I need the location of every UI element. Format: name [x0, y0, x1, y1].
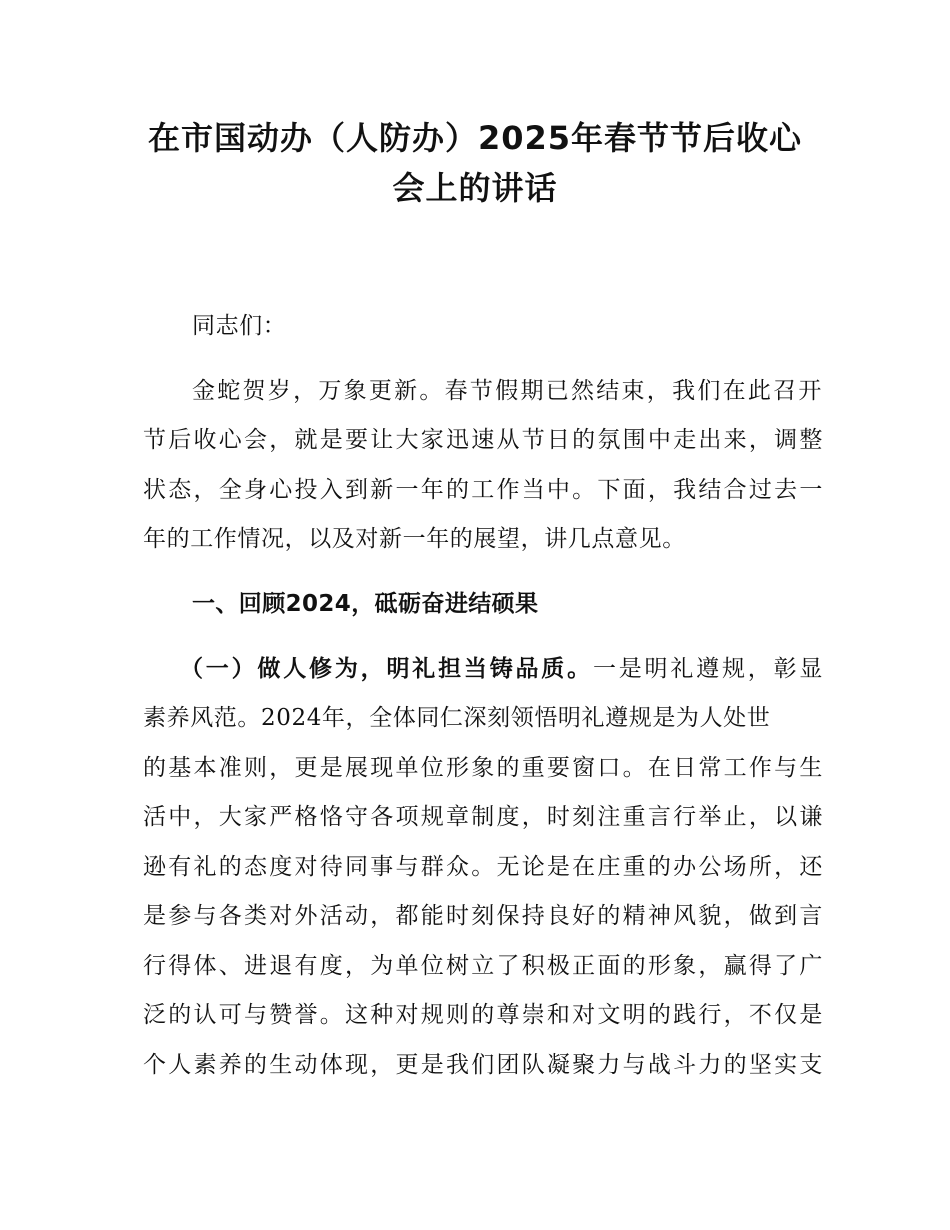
sub-section-1-heading: （一）做人修为，明礼担当铸品质。 [180, 656, 593, 682]
sub-section-1-first-text: 一是明礼遵规，彰显 [592, 656, 823, 682]
body-line-5: 是参与各类对外活动，都能时刻保持良好的精神风貌，做到言 [143, 903, 823, 929]
intro-line-2: 节后收心会，就是要让大家迅速从节日的氛围中走出来，调整 [143, 427, 823, 453]
sub-section-1-first-line [180, 654, 823, 684]
body-line-7: 泛的认可与赞誉。这种对规则的尊崇和对文明的践行，不仅是 [143, 1002, 823, 1028]
intro-line-4: 年的工作情况，以及对新一年的展望，讲几点意见。 [143, 526, 686, 552]
document-title-line-2: 会上的讲话 [392, 169, 558, 207]
body-line-8: 个人素养的生动体现，更是我们团队凝聚力与战斗力的坚实支 [143, 1052, 823, 1078]
document-title-line-1: 在市国动办（人防办）2025年春节节后收心 [147, 119, 803, 157]
body-line-6: 行得体、进退有度，为单位树立了积极正面的形象，赢得了广 [143, 953, 823, 979]
body-line-2: 的基本准则，更是展现单位形象的重要窗口。在日常工作与生 [143, 755, 823, 781]
intro-line-1: 金蛇贺岁，万象更新。春节假期已然结束，我们在此召开 [192, 378, 822, 404]
body-line-3: 活中，大家严格恪守各项规章制度，时刻注重言行举止，以谦 [143, 804, 823, 830]
section-1-heading: 一、回顾2024，砥砺奋进结硕果 [192, 591, 539, 617]
body-line-4: 逊有礼的态度对待同事与群众。无论是在庄重的办公场所，还 [143, 854, 823, 880]
intro-line-3: 状态，全身心投入到新一年的工作当中。下面，我结合过去一 [143, 477, 823, 503]
salutation: 同志们： [192, 313, 287, 339]
body-line-1: 素养风范。2024年，全体同仁深刻领悟明礼遵规是为人处世 [143, 705, 771, 731]
